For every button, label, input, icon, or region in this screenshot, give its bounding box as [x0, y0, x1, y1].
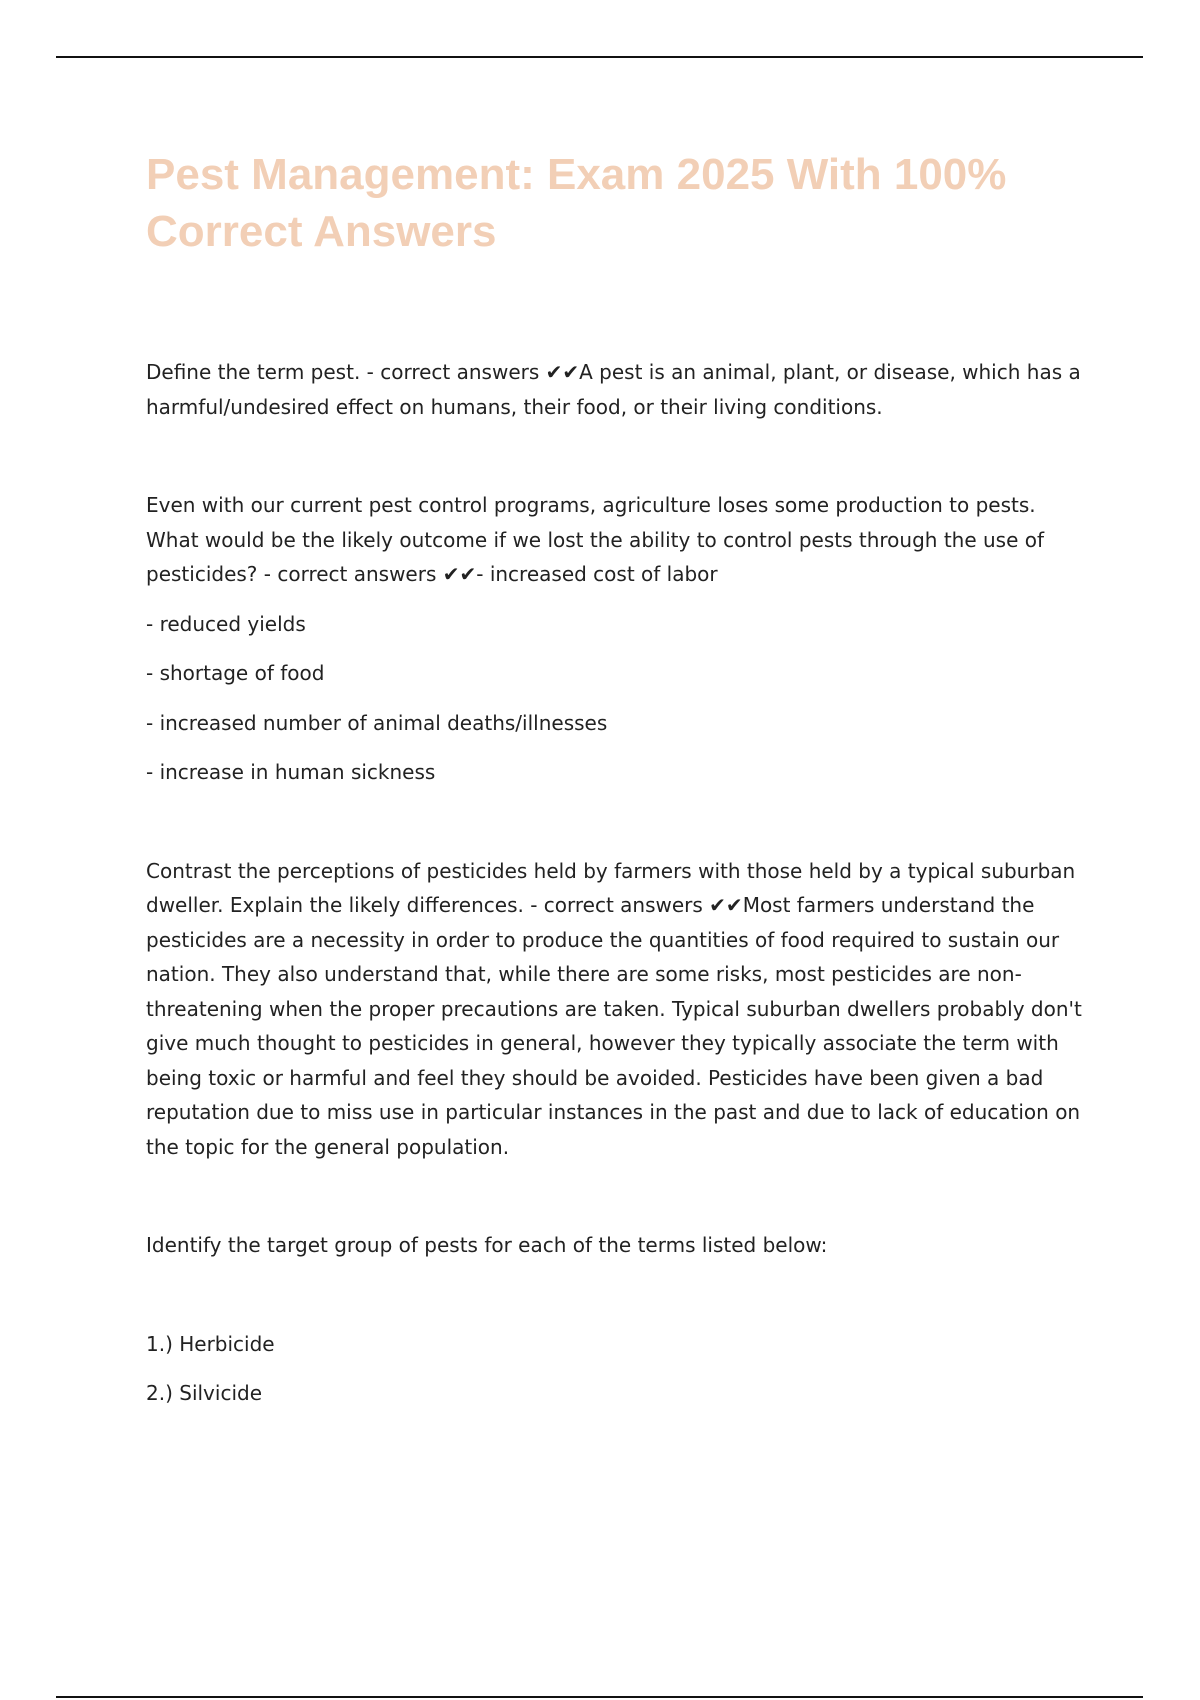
answer-list-item: 2.) Silvicide — [146, 1381, 262, 1405]
answer-list-item: - reduced yields — [146, 611, 306, 636]
answer-list-item: - shortage of food — [146, 661, 325, 685]
question-text: Identify the target group of pests for each of the terms listed below: — [146, 1233, 828, 1257]
answer-list-item: 1.) Herbicide — [146, 1331, 275, 1356]
question-text: Define the term pest. - correct answers ✔✔A pest is an animal, plant, or disease, which has a harmful/undesired effect on humans, their food, or their living conditions. — [146, 360, 1081, 419]
top-rule — [56, 56, 1143, 58]
question-text: Contrast the perceptions of pesticides held by farmers with those held by a typical suburban dweller. Explain the likely differences. - correct answers ✔✔Most farmers understand the pesticides are a necessity in order to produce the quantities of food required to sustain our nation. They also understand that, while there are some risks, most pesticides are non-threatening when the proper precautions are taken. Typical suburban dwellers probably don't give much thought to pesticides in general, however they typically associate the term with being toxic or harmful and feel they should be avoided. Pesticides have been given a bad reputation due to miss use in particular instances in the past and due to lack of education on the topic for the general population. — [146, 858, 1082, 1159]
answer-list-item: - increase in human sickness — [146, 760, 436, 784]
question-text: Even with our current pest control programs, agriculture loses some production to pests. What would be the likely outcome if we lost the ability to control pests through the use of pesticides? - correct answers ✔✔- increased cost of labor — [146, 493, 1045, 586]
document-body — [146, 355, 1086, 1411]
question-block-4 — [146, 1228, 1086, 1411]
question-block-3 — [146, 854, 1086, 1165]
question-block-2 — [146, 488, 1086, 790]
document-title: Pest Management: Exam 2025 With 100% Correct Answers — [146, 150, 1007, 256]
question-block-1 — [146, 355, 1086, 424]
bottom-rule — [56, 1696, 1143, 1698]
answer-list-item: - increased number of animal deaths/illnesses — [146, 710, 608, 735]
